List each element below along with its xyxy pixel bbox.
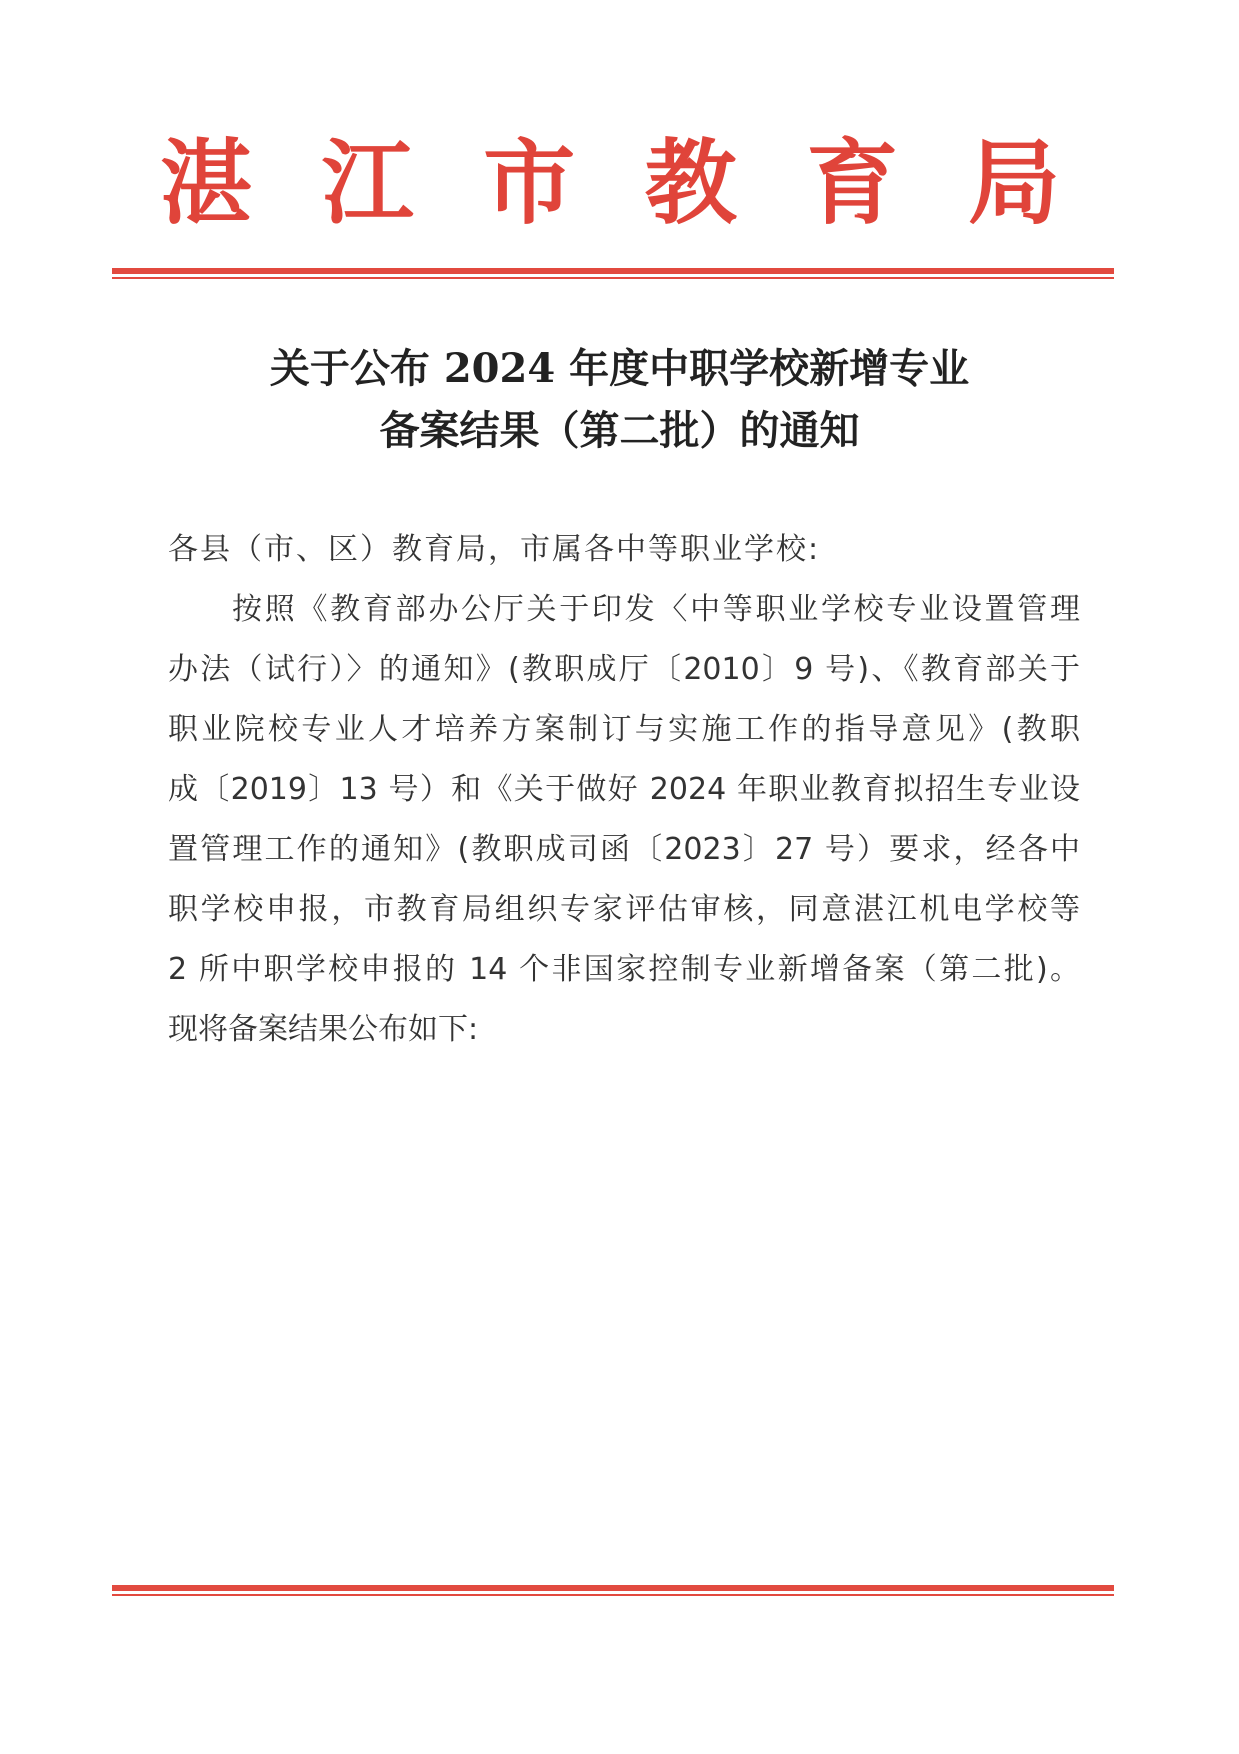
masthead-char: 市 xyxy=(483,129,576,237)
paragraph-line: 成〔2019〕13 号）和《关于做好 2024 年职业教育拟招生专业设 xyxy=(168,772,1080,807)
paragraph-line: 2 所中职学校申报的 14 个非国家控制专业新增备案（第二批)。 xyxy=(168,952,1080,987)
paragraph-line: 现将备案结果公布如下: xyxy=(168,1012,479,1047)
title-line-1: 关于公布 2024 年度中职学校新增专业 xyxy=(269,345,970,392)
masthead-char: 教 xyxy=(644,129,737,237)
paragraph-line: 办法（试行）〉的通知》(教职成厅〔2010〕9 号)、《教育部关于 xyxy=(168,652,1080,687)
masthead-char: 育 xyxy=(806,129,899,237)
paragraph-line: 职学校申报，市教育局组织专家评估审核，同意湛江机电学校等 xyxy=(168,892,1080,927)
paragraph-line: 按照《教育部办公厅关于印发〈中等职业学校专业设置管理 xyxy=(232,592,1080,627)
paragraph-line: 职业院校专业人才培养方案制订与实施工作的指导意见》(教职 xyxy=(168,712,1080,747)
masthead-char: 江 xyxy=(321,129,414,237)
header-divider xyxy=(112,268,1114,279)
document-body xyxy=(168,520,1080,1060)
document-title xyxy=(0,338,1239,462)
masthead-char: 湛 xyxy=(160,129,253,237)
salutation: 各县（市、区）教育局，市属各中等职业学校: xyxy=(168,532,821,567)
masthead xyxy=(160,128,1060,238)
title-line-2: 备案结果（第二批）的通知 xyxy=(379,407,860,454)
paragraph-line: 置管理工作的通知》(教职成司函〔2023〕27 号）要求，经各中 xyxy=(168,832,1080,867)
masthead-char: 局 xyxy=(967,129,1060,237)
footer-divider xyxy=(112,1585,1114,1596)
